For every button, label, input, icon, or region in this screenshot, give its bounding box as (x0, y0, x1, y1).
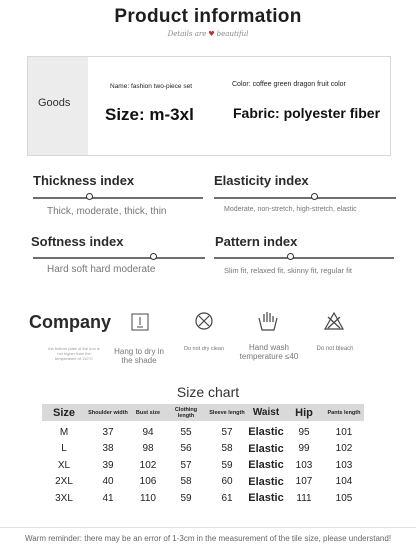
table-cell: 111 (296, 492, 312, 504)
table-cell: 59 (221, 459, 233, 471)
table-cell: 58 (180, 476, 192, 487)
care-hand-wash-label: Hand wash temperature ≤40 (239, 343, 299, 361)
table-cell: 102 (139, 459, 157, 471)
softness-index-track (33, 257, 205, 259)
elasticity-index-options: Moderate, non-stretch, high-stretch, elastic (224, 206, 357, 213)
table-cell: Elastic (248, 426, 284, 438)
table-cell: 95 (298, 426, 310, 438)
size-table-header-cell: Hip (295, 406, 313, 419)
table-cell: 60 (221, 476, 233, 487)
table-cell: L (61, 443, 67, 454)
care-dry-clean-label: Do not dry clean (183, 346, 225, 352)
pattern-index-title: Pattern index (215, 234, 298, 249)
table-cell: Elastic (248, 492, 284, 504)
goods-info-box (27, 56, 391, 156)
pattern-index-options: Slim fit, relaxed fit, skinny fit, regular fit (224, 266, 352, 275)
product-color: Color: coffee green dragon fruit color (232, 81, 346, 88)
size-table-header-cell: Pants length (327, 409, 361, 416)
table-cell: 57 (180, 459, 192, 471)
table-cell: 102 (335, 443, 353, 454)
softness-index-options: Hard soft hard moderate (47, 264, 156, 275)
table-cell: 94 (142, 426, 154, 438)
subtitle-left: Details are (167, 30, 207, 38)
elasticity-index-track (214, 197, 396, 199)
size-table-header-cell: Shoulder width (88, 409, 128, 416)
table-cell: 37 (102, 426, 114, 438)
hand-wash-icon (256, 310, 280, 332)
table-cell: 61 (221, 492, 233, 504)
subtitle-right: beautiful (216, 30, 249, 38)
page-title: Product information (114, 6, 302, 27)
table-cell: XL (57, 459, 71, 471)
table-cell: 103 (295, 459, 313, 471)
warm-reminder: Warm reminder: there may be an error of 1-3cm in the measurement of the tile size, please understand! (24, 534, 392, 543)
bottom-plate-icon (131, 313, 149, 331)
table-cell: 3XL (55, 492, 73, 504)
thickness-index-track (33, 197, 203, 199)
goods-label-cell (28, 57, 88, 155)
table-cell: Elastic (248, 475, 284, 488)
product-fabric: Fabric: polyester fiber (233, 105, 381, 121)
table-cell: 59 (180, 492, 192, 504)
thickness-index-title: Thickness index (33, 173, 135, 188)
product-name: Name: fashion two-piece set (110, 83, 193, 90)
table-cell: 55 (180, 426, 192, 438)
size-table-header-cell: Clothing length (174, 406, 198, 419)
care-do-not-bleach-label: Do not bleach (316, 346, 354, 352)
table-cell: 106 (139, 476, 157, 487)
heart-icon: ♥ (208, 30, 215, 38)
goods-label: Goods (38, 97, 71, 109)
table-cell: 101 (335, 426, 353, 438)
company-title: Company (29, 312, 112, 332)
size-table-header-cell: Size (52, 406, 75, 419)
size-chart-title: Size chart (176, 384, 240, 400)
table-cell: 110 (140, 492, 156, 504)
do-not-dry-clean-icon (194, 311, 214, 331)
care-bottom-plate-label: the bottom plate of the iron is not higher than the temperature of 110°C (48, 346, 100, 361)
pattern-index-track (214, 257, 394, 259)
table-cell: Elastic (248, 442, 284, 455)
table-cell: 103 (335, 459, 353, 471)
size-table-header-cell: Bust size (135, 409, 161, 416)
table-cell: 105 (335, 492, 353, 504)
table-cell: Elastic (248, 459, 284, 471)
table-cell: 40 (102, 476, 114, 487)
table-cell: M (59, 426, 69, 438)
size-table-header-cell: Sleeve length (209, 409, 245, 416)
size-table-header (42, 404, 364, 421)
size-table-header-cell: Waist (252, 406, 280, 418)
softness-index-title: Softness index (31, 234, 124, 249)
table-cell: 39 (102, 459, 114, 471)
pattern-index-marker (287, 253, 294, 260)
table-cell: 58 (221, 443, 233, 454)
elasticity-index-title: Elasticity index (214, 173, 309, 188)
thickness-index-options: Thick, moderate, thick, thin (47, 206, 167, 217)
table-cell: 57 (221, 426, 233, 438)
table-cell: 38 (102, 443, 114, 454)
table-cell: 56 (180, 443, 192, 454)
table-cell: 2XL (55, 476, 73, 487)
do-not-bleach-icon (323, 311, 345, 331)
table-cell: 104 (335, 476, 353, 487)
product-size: Size: m-3xl (105, 105, 194, 124)
footer-divider (0, 527, 416, 528)
table-cell: 98 (142, 443, 154, 454)
care-hang-dry-label: Hang to dry in the shade (114, 347, 164, 365)
page-subtitle (0, 30, 416, 38)
table-cell: 41 (102, 492, 114, 504)
table-cell: 99 (298, 443, 310, 454)
table-cell: 107 (295, 476, 313, 487)
